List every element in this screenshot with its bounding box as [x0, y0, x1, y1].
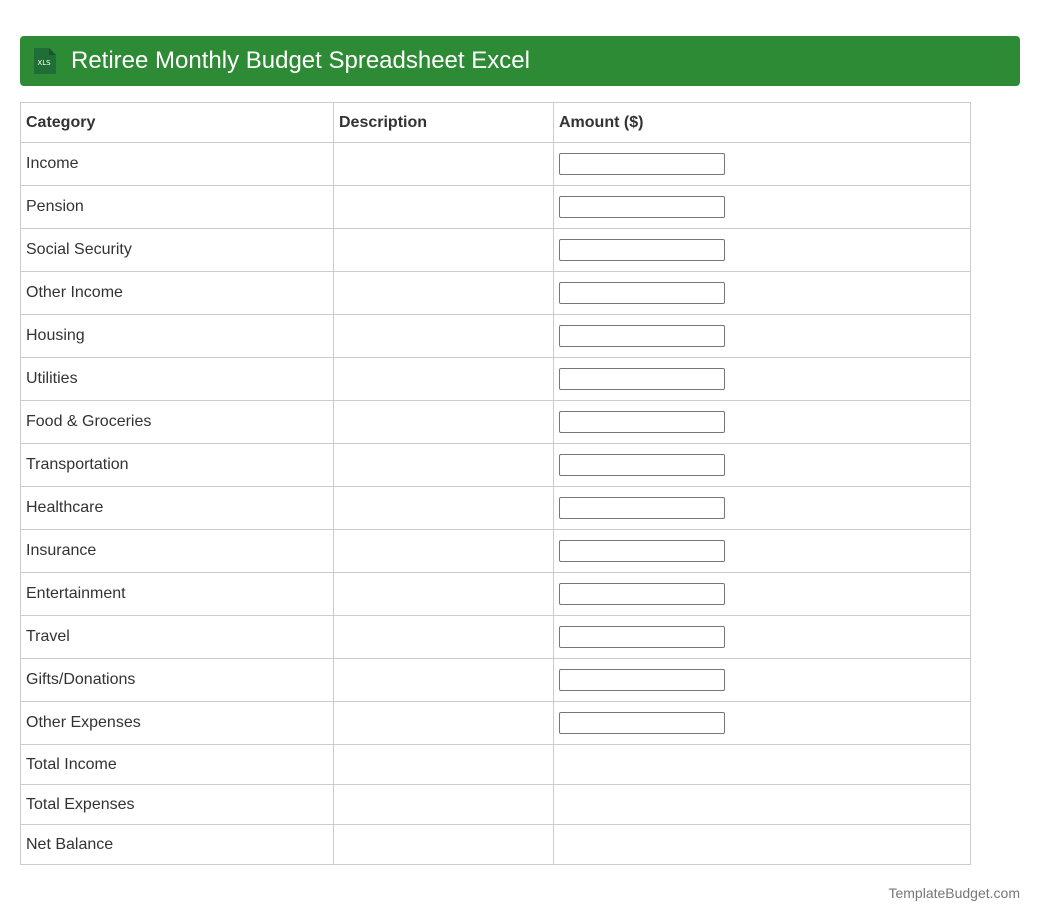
- amount-input[interactable]: [559, 626, 725, 648]
- amount-cell: [554, 143, 971, 186]
- amount-input[interactable]: [559, 583, 725, 605]
- total-amount-cell: [554, 785, 971, 825]
- table-row: [21, 143, 971, 186]
- category-cell: Gifts/Donations: [21, 659, 334, 702]
- table-row: [21, 702, 971, 745]
- table-row: [21, 358, 971, 401]
- category-cell: Other Income: [21, 272, 334, 315]
- amount-cell: [554, 530, 971, 573]
- amount-input[interactable]: [559, 497, 725, 519]
- amount-input[interactable]: [559, 368, 725, 390]
- amount-input[interactable]: [559, 712, 725, 734]
- total-row: [21, 745, 971, 785]
- amount-input[interactable]: [559, 454, 725, 476]
- amount-cell: [554, 401, 971, 444]
- table-row: [21, 616, 971, 659]
- category-cell: Transportation: [21, 444, 334, 487]
- table-body: [21, 143, 971, 865]
- table-row: [21, 272, 971, 315]
- amount-input[interactable]: [559, 196, 725, 218]
- category-cell: Healthcare: [21, 487, 334, 530]
- table-row: [21, 659, 971, 702]
- category-cell: Housing: [21, 315, 334, 358]
- amount-cell: [554, 186, 971, 229]
- description-cell: [334, 616, 554, 659]
- category-cell: Pension: [21, 186, 334, 229]
- budget-table: [20, 102, 971, 865]
- table-row: [21, 530, 971, 573]
- total-category-cell: Net Balance: [21, 825, 334, 865]
- xls-file-icon: [32, 47, 58, 75]
- column-header-category: Category: [21, 103, 334, 143]
- amount-cell: [554, 616, 971, 659]
- amount-cell: [554, 487, 971, 530]
- table-header-row: [21, 103, 971, 143]
- description-cell: [334, 401, 554, 444]
- amount-input[interactable]: [559, 239, 725, 261]
- category-cell: Food & Groceries: [21, 401, 334, 444]
- amount-cell: [554, 272, 971, 315]
- description-cell: [334, 659, 554, 702]
- description-cell: [334, 702, 554, 745]
- amount-cell: [554, 444, 971, 487]
- table-row: [21, 229, 971, 272]
- total-description-cell: [334, 745, 554, 785]
- description-cell: [334, 143, 554, 186]
- site-credit: TemplateBudget.com: [888, 885, 1020, 901]
- description-cell: [334, 487, 554, 530]
- column-header-amount: Amount ($): [554, 103, 971, 143]
- description-cell: [334, 315, 554, 358]
- total-category-cell: Total Expenses: [21, 785, 334, 825]
- amount-input[interactable]: [559, 669, 725, 691]
- amount-cell: [554, 659, 971, 702]
- amount-input[interactable]: [559, 540, 725, 562]
- amount-input[interactable]: [559, 282, 725, 304]
- amount-cell: [554, 358, 971, 401]
- table-row: [21, 186, 971, 229]
- amount-cell: [554, 315, 971, 358]
- page-title: Retiree Monthly Budget Spreadsheet Excel: [71, 47, 530, 74]
- category-cell: Utilities: [21, 358, 334, 401]
- amount-input[interactable]: [559, 325, 725, 347]
- total-amount-cell: [554, 825, 971, 865]
- total-row: [21, 825, 971, 865]
- total-amount-cell: [554, 745, 971, 785]
- table-row: [21, 487, 971, 530]
- description-cell: [334, 229, 554, 272]
- description-cell: [334, 272, 554, 315]
- page-header: [20, 36, 1020, 86]
- description-cell: [334, 358, 554, 401]
- table-row: [21, 315, 971, 358]
- amount-input[interactable]: [559, 411, 725, 433]
- total-description-cell: [334, 825, 554, 865]
- amount-cell: [554, 702, 971, 745]
- table-row: [21, 573, 971, 616]
- amount-cell: [554, 573, 971, 616]
- xls-icon-label: XLS: [37, 59, 51, 67]
- total-description-cell: [334, 785, 554, 825]
- amount-cell: [554, 229, 971, 272]
- column-header-description: Description: [334, 103, 554, 143]
- category-cell: Income: [21, 143, 334, 186]
- category-cell: Insurance: [21, 530, 334, 573]
- category-cell: Entertainment: [21, 573, 334, 616]
- category-cell: Social Security: [21, 229, 334, 272]
- total-row: [21, 785, 971, 825]
- description-cell: [334, 444, 554, 487]
- table-row: [21, 444, 971, 487]
- category-cell: Travel: [21, 616, 334, 659]
- description-cell: [334, 530, 554, 573]
- description-cell: [334, 573, 554, 616]
- category-cell: Other Expenses: [21, 702, 334, 745]
- description-cell: [334, 186, 554, 229]
- total-category-cell: Total Income: [21, 745, 334, 785]
- table-row: [21, 401, 971, 444]
- amount-input[interactable]: [559, 153, 725, 175]
